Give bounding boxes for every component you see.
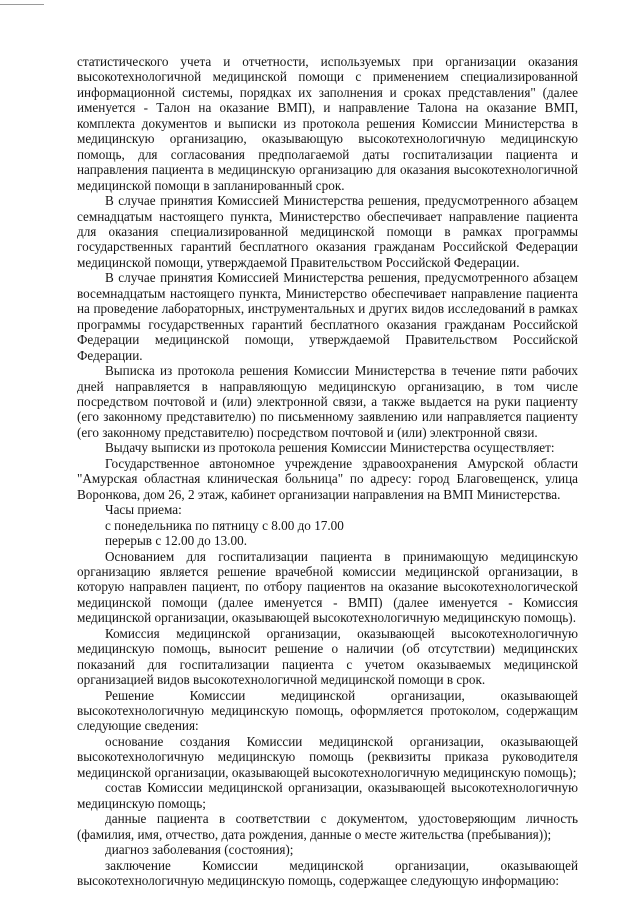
list-item-diagnosis: диагноз заболевания (состояния); <box>105 842 294 858</box>
paragraph-specialized-care: В случае принятия Комиссией Министерства решения, предусмотренного абзацем семнадцатым настоящего пункта, Министерство обеспечивает направление пациента для оказания специализированной медицинской помощи в рамках программы государственных гарантий бесплатного оказания гражданам Российской Федерации медицинской помощи, утверждаемой Правительством Российской Федерации. <box>77 193 578 270</box>
document-body <box>77 54 578 888</box>
paragraph-commission-decision: Комиссия медицинской организации, оказывающей высокотехнологичную медицинскую помощь, выносит решение о наличии (об отсутствии) медицинских показаний для госпитализации пациента с учетом оказываемых медицинской организацией видов высокотехнологичной медицинской помощи в срок. <box>77 625 578 688</box>
paragraph-lunch-break: перерыв с 12.00 до 13.00. <box>105 533 248 549</box>
paragraph-issuer-intro: Выдачу выписки из протокола решения Комиссии Министерства осуществляет: <box>105 440 555 456</box>
list-item-conclusion: заключение Комиссии медицинской организации, оказывающей высокотехнологичную медицинскую помощь, содержащее следующую информацию: <box>77 857 578 889</box>
paragraph-hospitalization-basis: Основанием для госпитализации пациента в принимающую медицинскую организацию является решение врачебной комиссии медицинской организации, в которую направлен пациент, по отбору пациентов на оказание высокотехнологической медицинской помощи (далее именуется - ВМП) (далее именуется - Комиссия медицинской организации, оказывающей высокотехнологичную медицинскую помощь). <box>77 548 578 626</box>
list-item-patient-data: данные пациента в соответствии с документом, удостоверяющим личность (фамилия, имя, отчество, дата рождения, данные о месте жительства (пребывания)); <box>77 811 578 842</box>
paragraph-protocol-extract: Выписка из протокола решения Комиссии Министерства в течение пяти рабочих дней направляется в направляющую медицинскую организацию, в том числе посредством почтовой и (или) электронной связи, а также выдается на руки пациенту (его законному представителю) по письменному заявлению или направляется пациенту (его законному представителю) посредством почтовой и (или) электронной связи. <box>77 363 578 440</box>
paragraph-lab-research: В случае принятия Комиссией Министерства решения, предусмотренного абзацем восемнадцатым настоящего пункта, Министерство обеспечивает направление пациента на проведение лабораторных, инструментальных и других видов исследований в рамках программы государственных гарантий бесплатного оказания гражданам Российской Федерации медицинской помощи, утверждаемой Правительством Российской Федерации. <box>77 270 578 363</box>
list-item-commission-members: состав Комиссии медицинской организации, оказывающей высокотехнологичную медицинскую помощь; <box>77 780 578 811</box>
paragraph-hospital-address: Государственное автономное учреждение здравоохранения Амурской области "Амурская областная клиническая больница" по адресу: город Благовещенск, улица Воронкова, дом 26, 2 этаж, кабинет организации направления на ВМП Министерства. <box>77 455 578 502</box>
scan-edge-line <box>0 4 44 5</box>
paragraph-continuation: статистического учета и отчетности, используемых при организации оказания высокотехнологичной медицинской помощи с применением специализированной информационной системы, порядках их заполнения и сроках представления" (далее именуется - Талон на оказание ВМП), и направление Талона на оказание ВМП, комплекта документов и выписки из протокола решения Комиссии Министерства в медицинскую организацию, оказывающую высокотехнологичную медицинскую помощь, для согласования предполагаемой даты госпитализации пациента и направления пациента в медицинскую организацию для оказания высокотехнологичной медицинской помощи в запланированный срок. <box>77 54 578 193</box>
paragraph-reception-hours-label: Часы приема: <box>105 502 182 518</box>
paragraph-weekday-hours: с понедельника по пятницу с 8.00 до 17.00 <box>105 517 344 533</box>
list-item-commission-basis: основание создания Комиссии медицинской организации, оказывающей высокотехнологичную медицинскую помощь (реквизиты приказа руководителя медицинской организации, оказывающей высокотехнологичную медицинскую помощь); <box>77 733 578 780</box>
paragraph-protocol-contents: Решение Комиссии медицинской организации, оказывающей высокотехнологичную медицинскую помощь, оформляется протоколом, содержащим следующие сведения: <box>77 687 578 734</box>
